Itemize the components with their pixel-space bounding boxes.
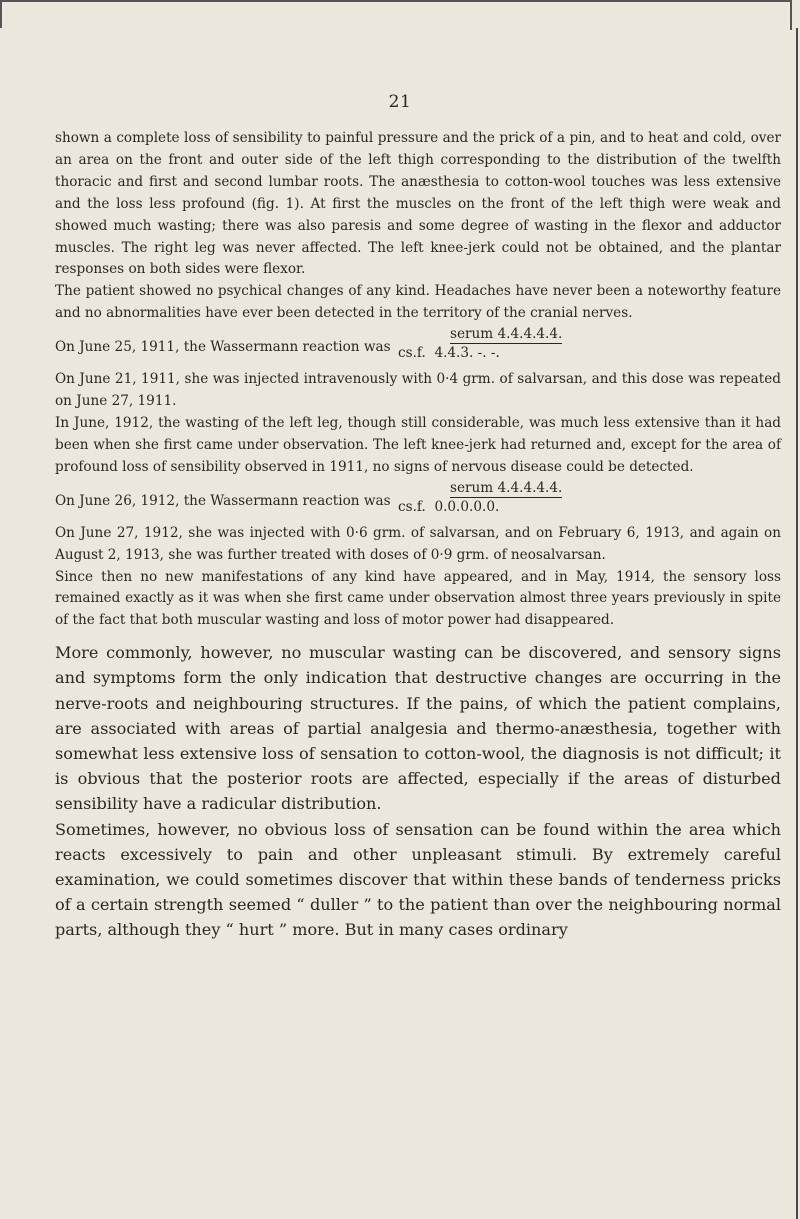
csf-value: 4.4.3. -. -. xyxy=(434,345,500,362)
csf-label: cs.f. xyxy=(398,498,426,515)
csf-label: cs.f. xyxy=(398,345,426,362)
scan-border-top xyxy=(0,0,792,30)
serum-label: serum xyxy=(450,326,494,343)
scan-border-left xyxy=(0,0,2,28)
serum-value: 4.4.4.4.4. xyxy=(497,326,563,343)
serum-value: 4.4.4.4.4. xyxy=(497,479,563,496)
discussion xyxy=(55,640,781,942)
paragraph-more-commonly: More commonly, however, no muscular wasting can be discovered, and sensory signs and symptoms form the only indication that destructive changes are occurring in the nerve-roots and neighbouring structures. If the pains, of which the patient complains, are associated with areas of partial analgesia and thermo-anæsthesia, together with somewhat less extensive loss of sensation to cotton-wool, the diagnosis is not difficult; it is obvious that the posterior roots are affected, especially if the areas of disturbed sensibility have a radicular distribution. xyxy=(55,643,781,814)
wassermann-lead-1912: On June 26, 1912, the Wassermann reaction was xyxy=(55,492,391,509)
paragraph-sometimes: Sometimes, however, no obvious loss of sensation can be found within the area which reacts excessively to pain and other unpleasant stimuli. By extremely careful examination, we could sometimes discover that within these bands of tenderness pricks of a certain strength seemed “ duller ” to the patient than over the neighbouring normal parts, although they “ hurt ” more. But in many cases ordinary xyxy=(55,819,781,940)
paragraph-salvarsan-1911: On June 21, 1911, she was injected intravenously with 0·4 grm. of salvarsan, and this dose was repeated on June 27, 1911. xyxy=(55,371,781,410)
paragraph-psychical: The patient showed no psychical changes of any kind. Headaches have never been a noteworthy feature and no abnormalities have ever been detected in the territory of the cranial nerves. xyxy=(55,283,781,322)
csf-value: 0.0.0.0.0. xyxy=(434,498,500,515)
wassermann-fraction-1912 xyxy=(398,479,562,516)
wassermann-lead-1911: On June 25, 1911, the Wassermann reaction was xyxy=(55,339,391,356)
paragraph-sensory-loss: shown a complete loss of sensibility to painful pressure and the prick of a pin, and to heat and cold, over an area on the front and outer side of the left thigh corresponding to the distribution of the twelfth thoracic and first and second lumbar roots. The anæsthesia to cotton-wool touches was less extensive and the loss less profound (fig. 1). At first the muscles on the front of the left thigh were weak and showed much wasting; there was also paresis and some degree of wasting in the flexor and adductor muscles. The right leg was never affected. The left knee-jerk could not be obtained, and the plantar responses on both sides were flexor. xyxy=(55,130,781,278)
wassermann-reaction-1912 xyxy=(55,479,781,523)
paragraph-june-1912: In June, 1912, the wasting of the left leg, though still considerable, was much less extensive than it had been when she first came under observation. The left knee-jerk had returned and, except for the area of profound loss of sensibility observed in 1911, no signs of nervous disease could be detected. xyxy=(55,414,781,475)
wassermann-fraction-1911 xyxy=(398,325,562,362)
page-body xyxy=(55,128,781,943)
scan-border-right xyxy=(796,28,798,1219)
serum-label: serum xyxy=(450,479,494,496)
page-number: 21 xyxy=(388,92,412,112)
case-report xyxy=(55,128,781,632)
wassermann-reaction-1911 xyxy=(55,325,781,369)
paragraph-salvarsan-1912: On June 27, 1912, she was injected with 0·6 grm. of salvarsan, and on February 6, 1913, and again on August 2, 1913, she was further treated with doses of 0·9 grm. of neosalvarsan. xyxy=(55,524,781,563)
paragraph-since-then: Since then no new manifestations of any kind have appeared, and in May, 1914, the sensory loss remained exactly as it was when she first came under observation almost three years previously in spite of the fact that both muscular wasting and loss of motor power had disappeared. xyxy=(55,568,781,629)
